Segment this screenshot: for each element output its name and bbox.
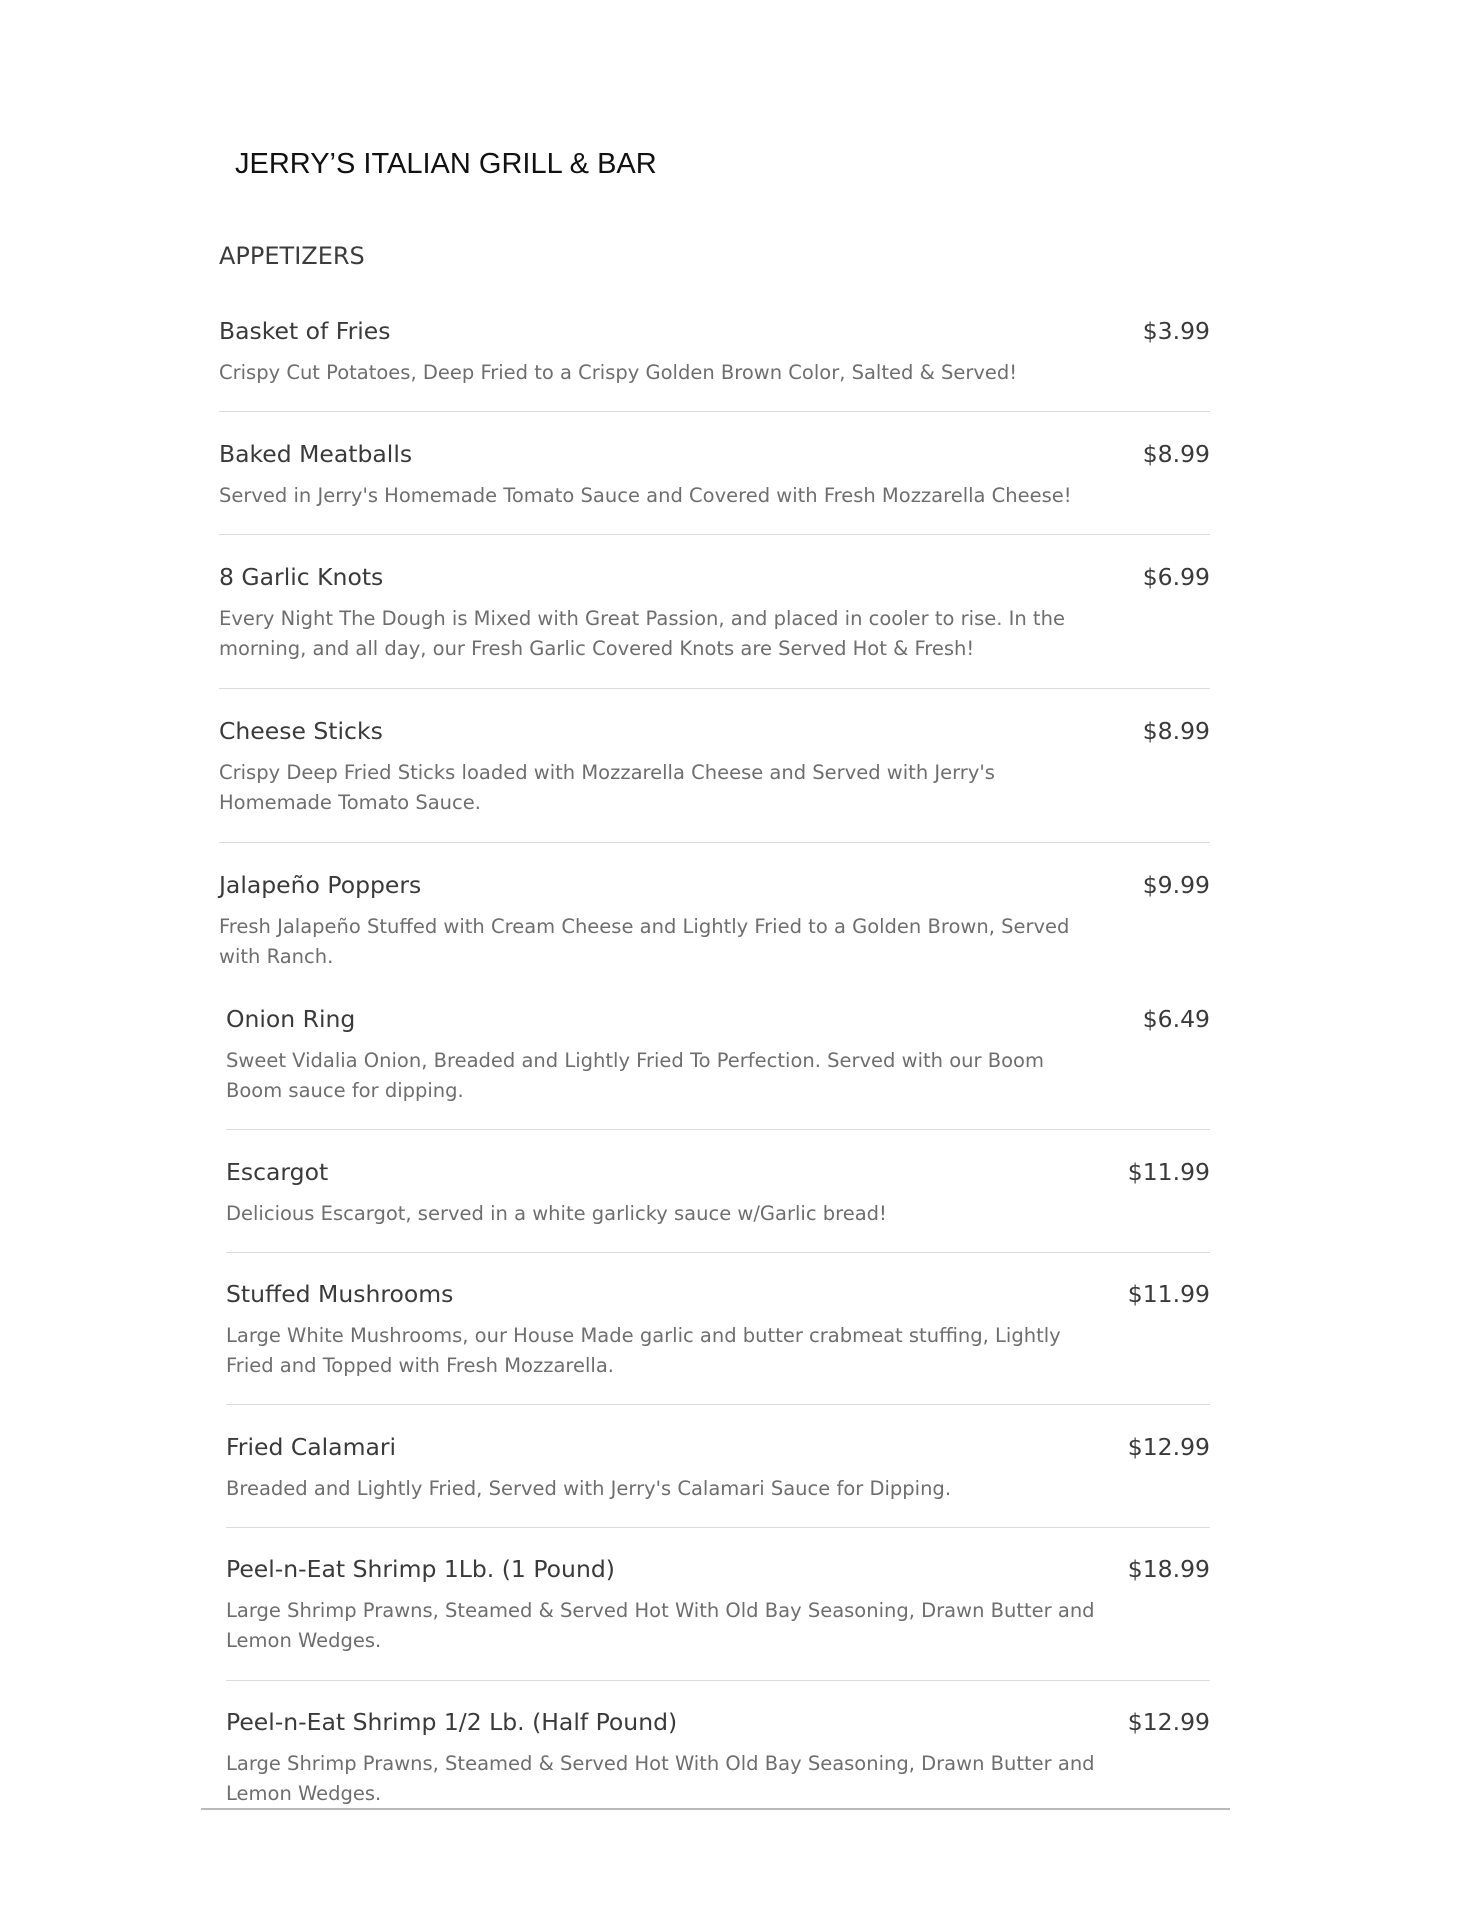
menu-item (226, 1280, 1210, 1377)
item-price: $12.99 (1127, 1433, 1210, 1461)
menu-item (219, 717, 1210, 814)
item-divider (219, 411, 1210, 412)
menu-item (226, 1555, 1210, 1652)
item-description: Fresh Jalapeño Stuffed with Cream Cheese and Lightly Fried to a Golden Brown, Served with Ranch. (219, 915, 1070, 968)
item-divider (219, 688, 1210, 689)
item-description: Every Night The Dough is Mixed with Great Passion, and placed in cooler to rise. In the morning, and all day, our Fresh Garlic Covered Knots are Served Hot & Fresh! (219, 607, 1065, 660)
item-price: $11.99 (1127, 1280, 1210, 1308)
item-name: Basket of Fries (219, 317, 391, 345)
item-name: Fried Calamari (226, 1433, 397, 1461)
section-title-appetizers: APPETIZERS (219, 242, 365, 270)
menu-bottom-divider (201, 1808, 1230, 1810)
item-price: $9.99 (1142, 871, 1210, 899)
item-divider (226, 1404, 1210, 1405)
item-name: Stuffed Mushrooms (226, 1280, 454, 1308)
item-divider (226, 1129, 1210, 1130)
menu-item (219, 317, 1210, 384)
item-name: Peel-n-Eat Shrimp 1/2 Lb. (Half Pound) (226, 1708, 678, 1736)
menu-item (226, 1708, 1210, 1805)
item-name: 8 Garlic Knots (219, 563, 384, 591)
item-description: Large Shrimp Prawns, Steamed & Served Hot With Old Bay Seasoning, Drawn Butter and Lemon Wedges. (226, 1599, 1095, 1652)
item-description: Crispy Cut Potatoes, Deep Fried to a Crispy Golden Brown Color, Salted & Served! (219, 361, 1018, 384)
item-description: Large Shrimp Prawns, Steamed & Served Hot With Old Bay Seasoning, Drawn Butter and Lemon Wedges. (226, 1752, 1095, 1805)
item-name: Onion Ring (226, 1005, 356, 1033)
item-description: Crispy Deep Fried Sticks loaded with Mozzarella Cheese and Served with Jerry's Homemade Tomato Sauce. (219, 761, 995, 814)
item-description: Breaded and Lightly Fried, Served with Jerry's Calamari Sauce for Dipping. (226, 1477, 952, 1500)
menu-item (226, 1158, 1210, 1225)
item-price: $6.49 (1142, 1005, 1210, 1033)
menu-item (219, 563, 1210, 660)
item-divider (226, 1680, 1210, 1681)
item-name: Peel-n-Eat Shrimp 1Lb. (1 Pound) (226, 1555, 615, 1583)
menu-item (219, 871, 1210, 968)
item-price: $3.99 (1142, 317, 1210, 345)
item-price: $11.99 (1127, 1158, 1210, 1186)
item-price: $12.99 (1127, 1708, 1210, 1736)
item-price: $18.99 (1127, 1555, 1210, 1583)
item-description: Large White Mushrooms, our House Made garlic and butter crabmeat stuffing, Lightly Fried and Topped with Fresh Mozzarella. (226, 1324, 1061, 1377)
item-divider (219, 534, 1210, 535)
item-description: Sweet Vidalia Onion, Breaded and Lightly Fried To Perfection. Served with our Boom Boom sauce for dipping. (226, 1049, 1044, 1102)
menu-item (219, 440, 1210, 507)
item-description: Served in Jerry's Homemade Tomato Sauce and Covered with Fresh Mozzarella Cheese! (219, 484, 1072, 507)
item-name: Baked Meatballs (219, 440, 413, 468)
menu-item (226, 1433, 1210, 1500)
item-name: Escargot (226, 1158, 329, 1186)
item-description: Delicious Escargot, served in a white garlicky sauce w/Garlic bread! (226, 1202, 887, 1225)
menu-item (226, 1005, 1210, 1102)
item-divider (219, 842, 1210, 843)
item-divider (226, 1527, 1210, 1528)
item-price: $8.99 (1142, 440, 1210, 468)
item-price: $6.99 (1142, 563, 1210, 591)
item-name: Jalapeño Poppers (219, 871, 422, 899)
item-name: Cheese Sticks (219, 717, 383, 745)
item-divider (226, 1252, 1210, 1253)
item-price: $8.99 (1142, 717, 1210, 745)
restaurant-name: JERRY’S ITALIAN GRILL & BAR (235, 148, 657, 180)
